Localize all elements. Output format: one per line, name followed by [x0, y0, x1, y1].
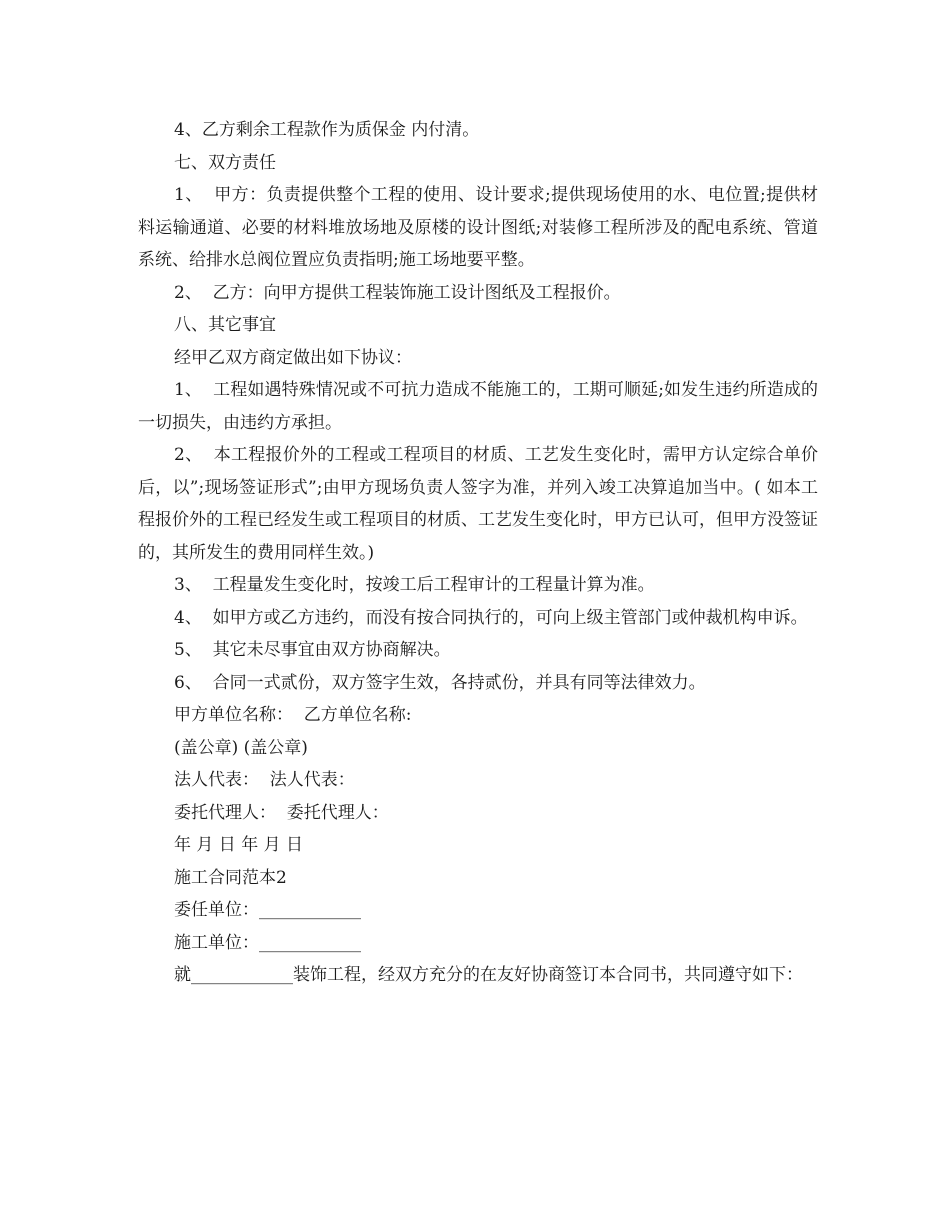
paragraph-other-1: 1、 工程如遇特殊情况或不可抗力造成不能施工的，工期可顺延;如发生违约所造成的一切损失，由违约方承担。: [138, 380, 818, 433]
template-title-2: 施工合同范本2: [174, 867, 287, 888]
paragraph-other-2: 2、 本工程报价外的工程或工程项目的材质、工艺发生变化时，需甲方认定综合单价后，以”;现场签证形式”;由甲方现场负责人签字为准，并列入竣工决算追加当中。( 如本工程报价外的工程已经发生或工程项目的材质、工艺发生变化时，甲方已认可，但甲方没签证的，其所发生的费用同样生效。): [138, 445, 818, 563]
signature-agent: 委托代理人： 委托代理人：: [174, 802, 389, 823]
section-heading-8: 八、其它事宜: [174, 315, 276, 335]
field-construction-unit: 施工单位：____________: [174, 932, 361, 953]
signature-party-names: 甲方单位名称： 乙方单位名称:: [174, 705, 412, 725]
paragraph-duty-1: 1、 甲方：负责提供整个工程的使用、设计要求;提供现场使用的水、电位置;提供材料运输通道、必要的材料堆放场地及原楼的设计图纸;对装修工程所涉及的配电系统、管道系统、给排水总阀位置应负责指明;施工场地要平整。: [138, 185, 818, 270]
field-commissioning-unit: 委任单位：____________: [174, 900, 361, 920]
signature-legal-rep: 法人代表： 法人代表：: [174, 770, 355, 790]
paragraph-project-intro: 就____________装饰工程，经双方充分的在友好协商签订本合同书，共同遵守如下：: [174, 965, 803, 985]
paragraph-payment-4: 4、乙方剩余工程款作为质保金 内付清。: [174, 120, 480, 140]
paragraph-other-3: 3、 工程量发生变化时，按竣工后工程审计的工程量计算为准。: [174, 575, 655, 595]
paragraph-agreement-intro: 经甲乙双方商定做出如下协议：: [174, 347, 412, 368]
document-body: [138, 114, 818, 992]
signature-seal: (盖公章) (盖公章): [174, 737, 308, 758]
signature-date: 年 月 日 年 月 日: [174, 835, 304, 855]
section-heading-7: 七、双方责任: [174, 152, 276, 173]
paragraph-duty-2: 2、 乙方：向甲方提供工程装饰施工设计图纸及工程报价。: [174, 282, 621, 303]
paragraph-other-4: 4、 如甲方或乙方违约，而没有按合同执行的，可向上级主管部门或仲裁机构申诉。: [174, 607, 808, 628]
paragraph-other-5: 5、 其它未尽事宜由双方协商解决。: [174, 640, 451, 660]
paragraph-other-6: 6、 合同一式贰份，双方签字生效，各持贰份，并具有同等法律效力。: [174, 672, 706, 693]
